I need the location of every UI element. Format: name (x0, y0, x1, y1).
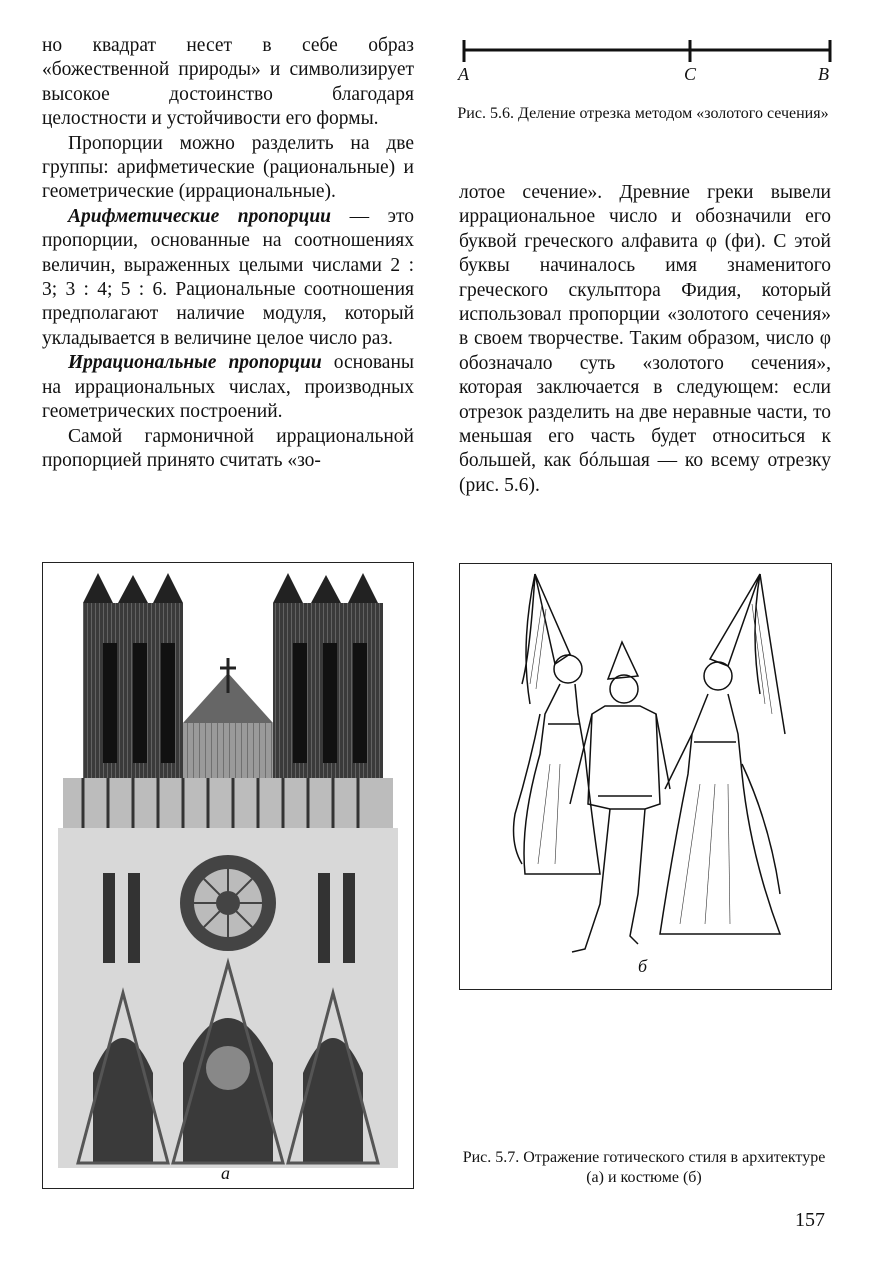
paragraph (42, 351, 414, 424)
golden-section-segment (458, 38, 834, 88)
definition-text: основаны на иррациональных числах, производных геометрических построений. (42, 352, 414, 423)
paragraph (42, 205, 414, 351)
point-label-c: C (684, 64, 697, 84)
figure-cathedral-frame (42, 562, 414, 1189)
definition-text: — это пропорции, основанные на соотношениях величин, выраженных целыми числами 2 : 3; 3 : 4; 5 : 6. Рациональные соотношения предполагают наличие модуля, который укладывается в величине целое число раз. (42, 205, 414, 349)
figure-costume-frame (459, 563, 832, 990)
segment-line-graphic (462, 38, 834, 64)
right-text-column (459, 181, 831, 498)
figure-caption-5-7: Рис. 5.7. Отражение готического стиля в архитектуре (а) и костюме (б) (462, 1149, 826, 1186)
paragraph: но квадрат несет в себе образ «божественной природы» и символизирует высокое достоинство благодаря целостности и устойчивости его формы. (42, 35, 414, 130)
paragraph: Самой гармоничной иррациональной пропорцией принято считать «зо- (42, 425, 414, 471)
figure-caption-5-6: Рис. 5.6. Деление отрезка методом «золотого сечения» (457, 105, 829, 122)
paragraph: Пропорции можно разделить на две группы: арифметические (рациональные) и геометрические (иррациональные). (42, 132, 414, 203)
page-number: 157 (795, 1209, 825, 1231)
figure-letter-a: а (221, 1163, 230, 1183)
paragraph: лотое сечение». Древние греки вывели иррациональное число и обозначили его буквой греческого алфавита φ (фи). С этой буквы начиналось имя знаменитого греческого скульптора Фидия, который использовал пропорции «золотого сечения» в своем творчестве. Таким образом, число φ обозначало суть «золотого сечения», которая заключается в следующем: если отрезок разделить на две неравные части, то меньшая его часть будет относиться к большей, как бóльшая — ко всему отрезку (рис. 5.6). (459, 182, 831, 496)
figure-letter-b: б (638, 956, 648, 976)
gothic-costume-illustration (460, 564, 831, 989)
left-text-column (42, 34, 414, 473)
point-label-b: B (818, 64, 829, 84)
point-label-a: A (458, 64, 469, 84)
term-irrational: Иррациональные пропорции (68, 352, 322, 374)
term-arithmetic: Арифметические пропорции (68, 205, 332, 227)
gothic-cathedral-illustration (43, 563, 413, 1188)
